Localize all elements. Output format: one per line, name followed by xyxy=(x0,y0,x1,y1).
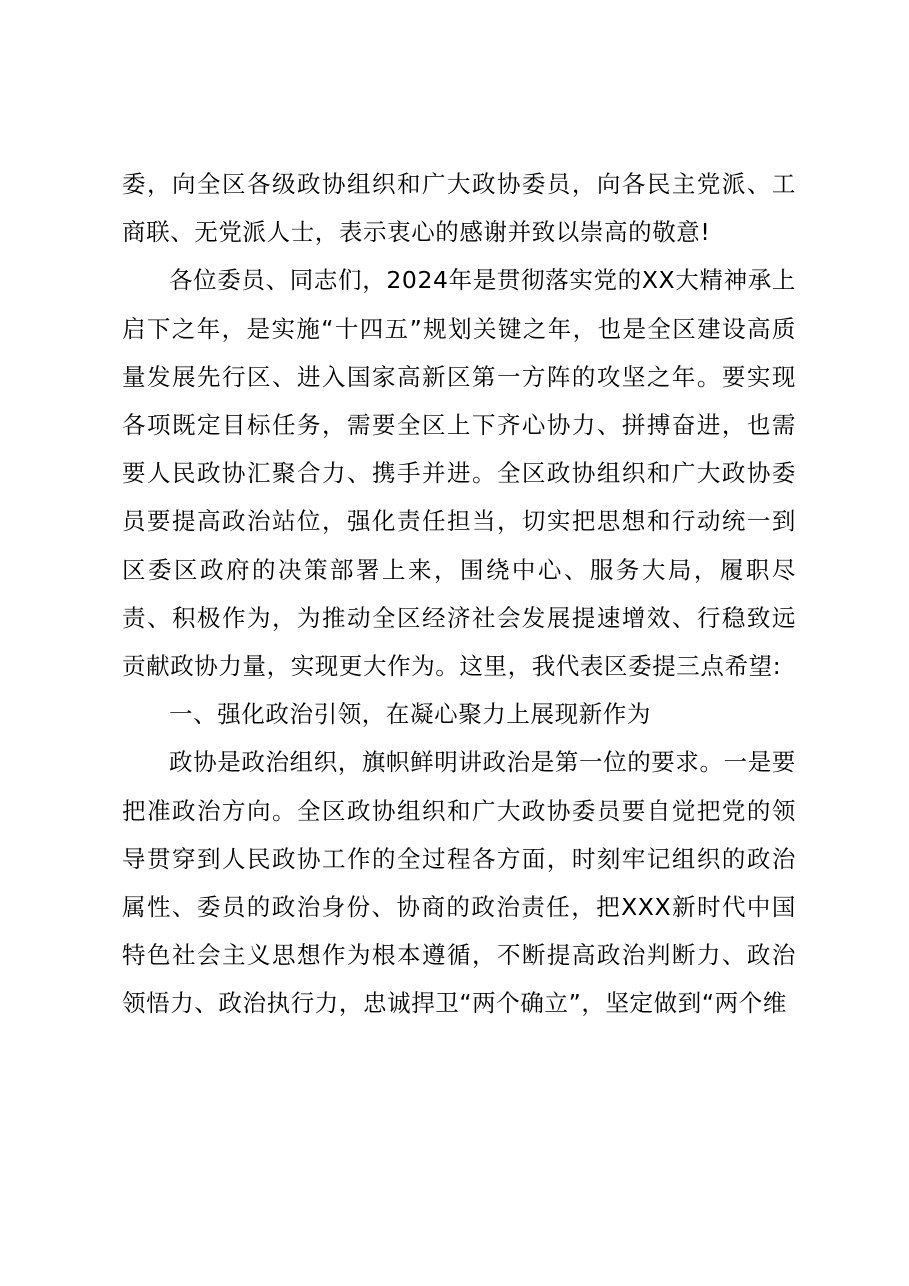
paragraph-continuation: 委，向全区各级政协组织和广大政协委员，向各民主党派、工商联、无党派人士，表示衷心的感谢并致以崇高的敬意! xyxy=(122,170,796,247)
paragraph-political-guidance: 政协是政治组织，旗帜鲜明讲政治是第一位的要求。一是要把准政治方向。全区政协组织和广大政协委员要自觉把党的领导贯穿到人民政协工作的全过程各方面，时刻牢记组织的政治属性、委员的政治身份、协商的政治责任，把XXX新时代中国特色社会主义思想作为根本遵循，不断提高政治判断力、政治领悟力、政治执行力，忠诚捍卫“两个确立”，坚定做到“两个维 xyxy=(122,748,796,1018)
section-heading: 一、强化政治引领，在凝心聚力上展现新作为 xyxy=(169,700,651,729)
document-body xyxy=(122,160,796,1028)
paragraph-greeting: 各位委员、同志们，2024年是贯彻落实党的XX大精神承上启下之年，是实施“十四五”规划关键之年，也是全区建设高质量发展先行区、进入国家高新区第一方阵的攻坚之年。要实现各项既定目标任务，需要全区上下齐心协力、拼搏奋进，也需要人民政协汇聚合力、携手并进。全区政协组织和广大政协委员要提高政治站位，强化责任担当，切实把思想和行动统一到区委区政府的决策部署上来，围绕中心、服务大局，履职尽责、积极作为，为推动全区经济社会发展提速增效、行稳致远贡献政协力量，实现更大作为。这里，我代表区委提三点希望: xyxy=(122,266,796,681)
